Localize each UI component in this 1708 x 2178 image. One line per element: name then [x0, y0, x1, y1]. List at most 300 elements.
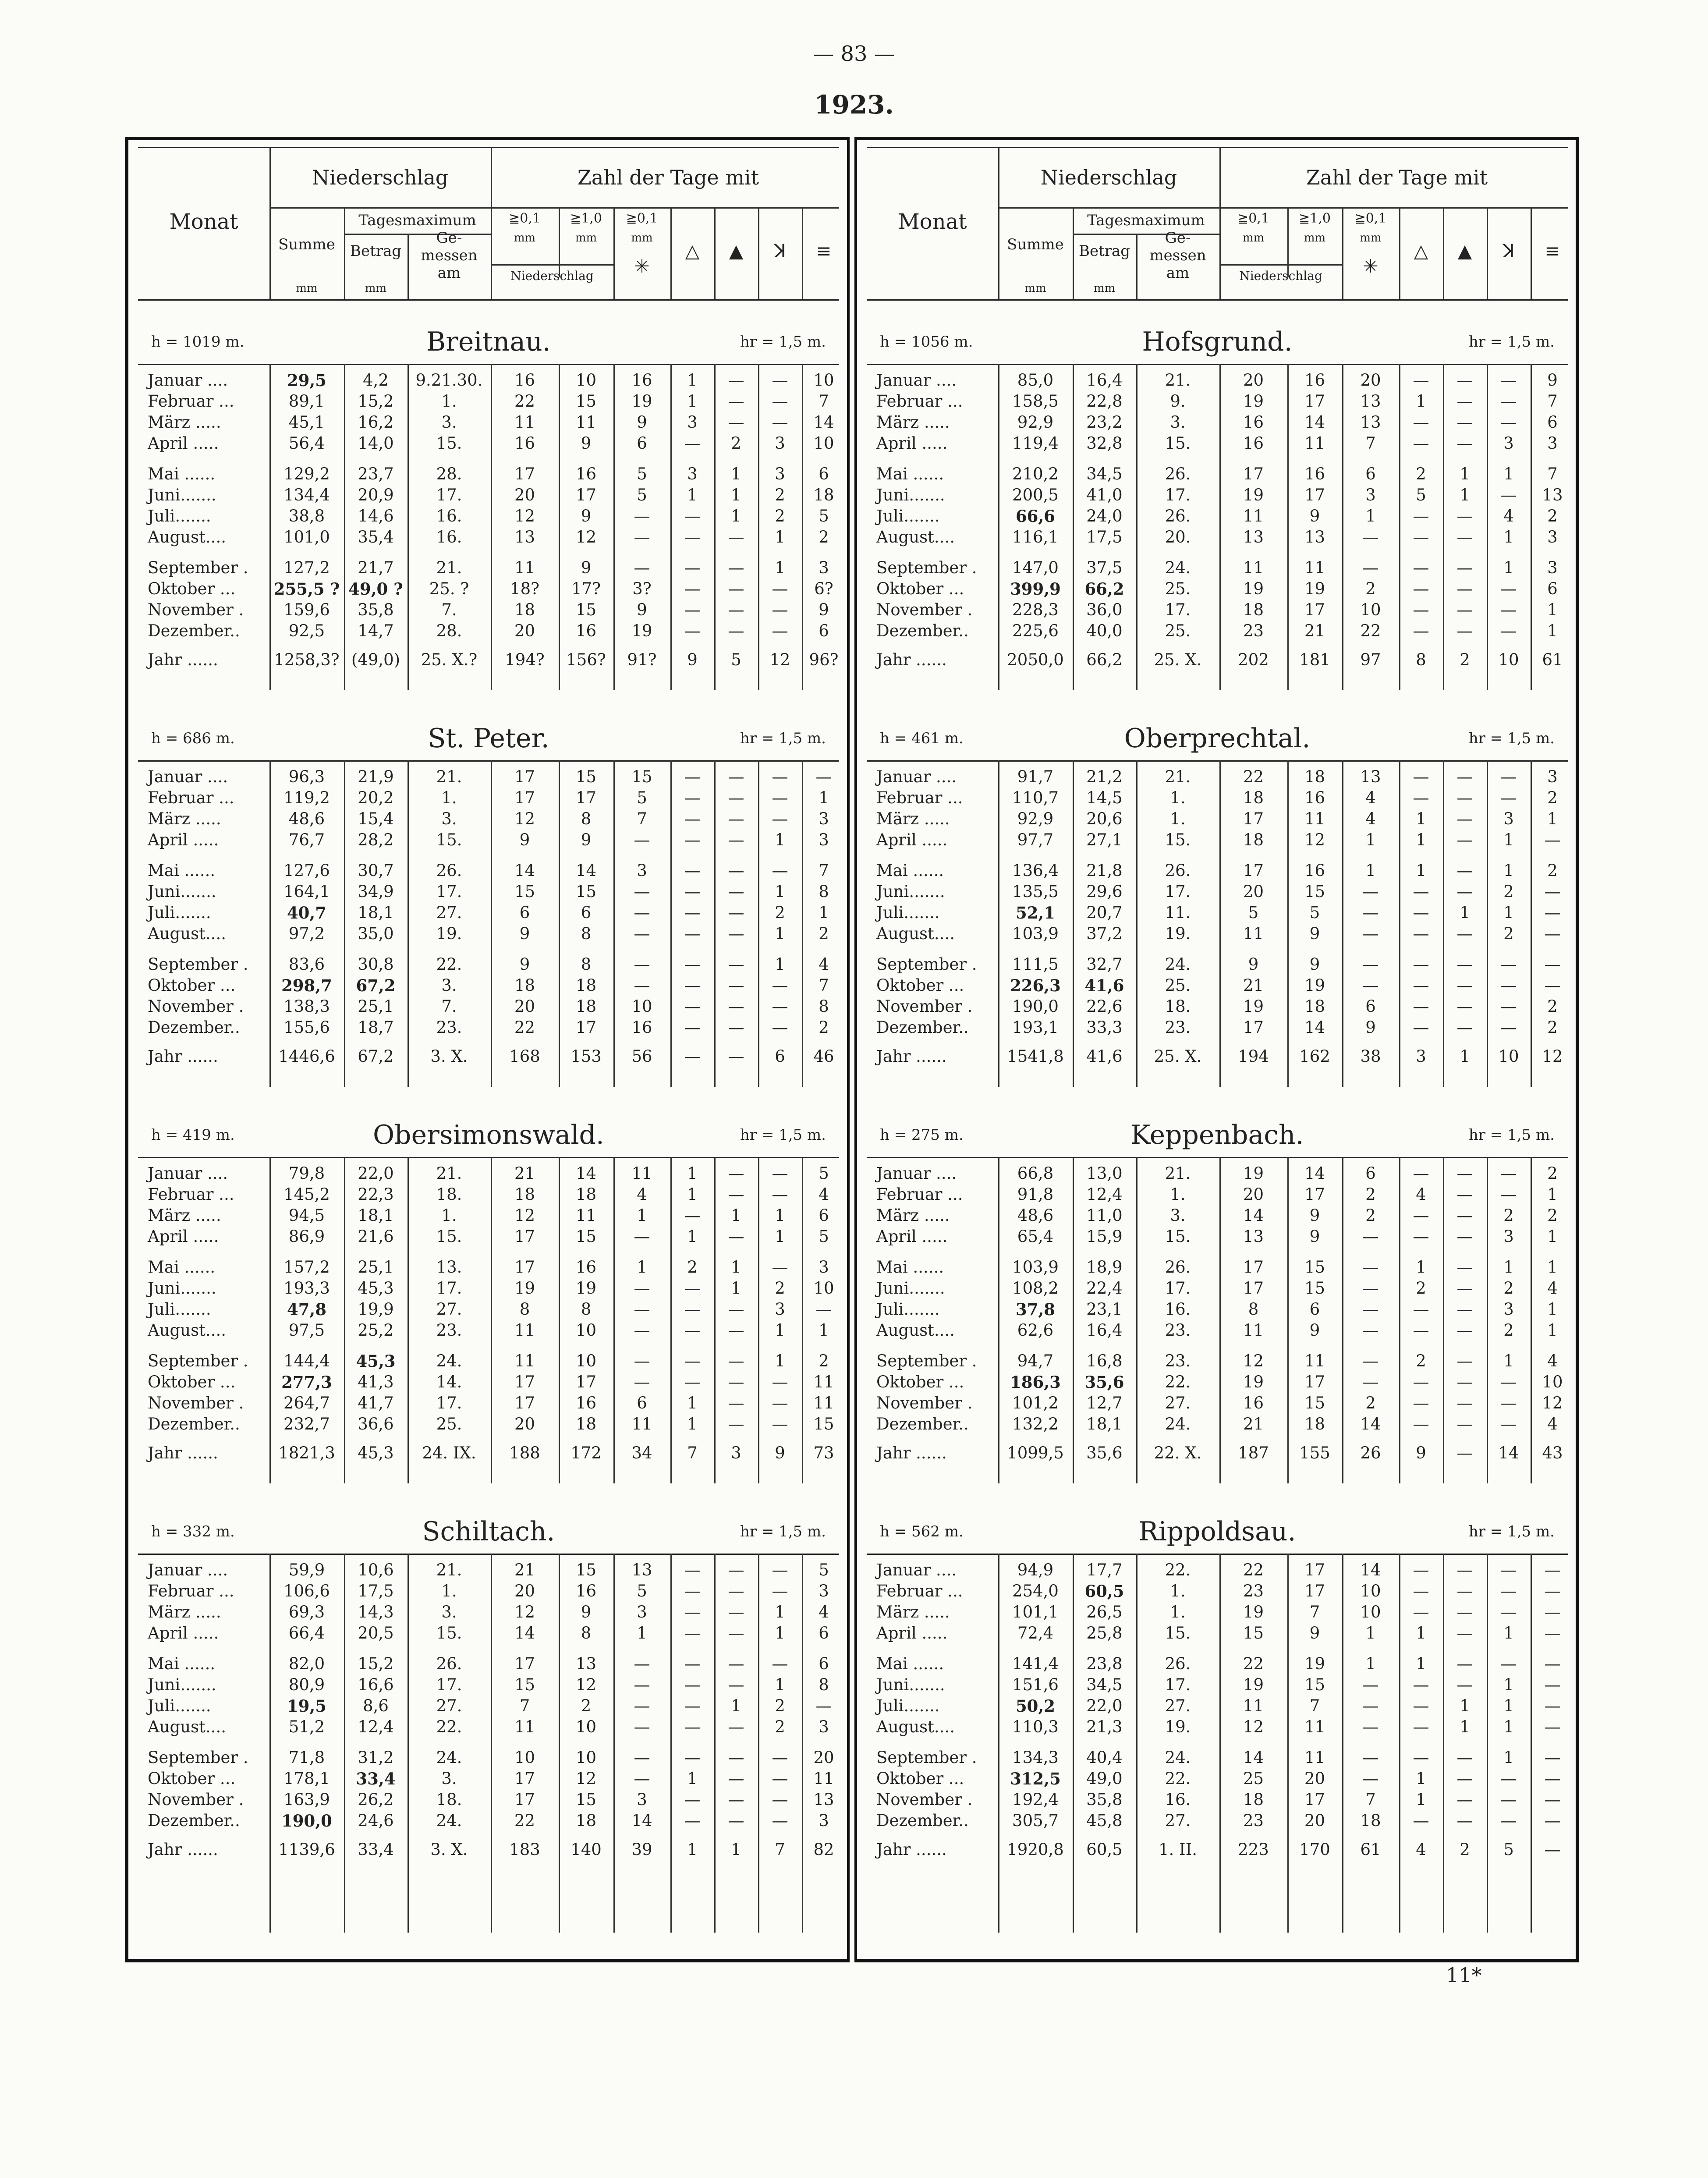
- table-cell: 1: [1460, 465, 1470, 483]
- table-cell: 20,6: [1086, 809, 1123, 828]
- table-cell: 19,5: [287, 1696, 327, 1716]
- table-cell: 2050,0: [1007, 650, 1064, 669]
- table-cell: —: [634, 976, 650, 995]
- table-cell: 96,3: [288, 767, 325, 786]
- table-cell: 7: [687, 1444, 698, 1462]
- table-cell: 13: [1304, 528, 1325, 546]
- table-row: [867, 1372, 1568, 1392]
- table-cell: —: [1500, 767, 1517, 786]
- table-cell: 1: [1365, 1654, 1376, 1673]
- table-row: [867, 1018, 1568, 1038]
- table-cell: (49,0): [351, 650, 400, 669]
- month-label: Jahr ......: [876, 1444, 947, 1462]
- table-cell: 21,8: [1086, 861, 1123, 880]
- table-cell: 17: [575, 486, 597, 504]
- table-row: [867, 1769, 1568, 1789]
- table-cell: 67,2: [356, 976, 396, 995]
- table-cell: —: [728, 767, 744, 786]
- column-header: [867, 147, 1568, 301]
- table-cell: 11: [1243, 1321, 1264, 1340]
- table-cell: 9: [1309, 1624, 1320, 1642]
- table-row: [138, 1393, 839, 1413]
- table-cell: 9: [1248, 955, 1259, 974]
- table-cell: 6: [1365, 465, 1376, 483]
- section-rule: [867, 1554, 1568, 1555]
- table-cell: —: [1413, 767, 1429, 786]
- year-total-row: [867, 1840, 1568, 1860]
- table-cell: 11: [1304, 1351, 1325, 1370]
- table-cell: —: [728, 1582, 744, 1600]
- table-cell: 158,5: [1012, 392, 1059, 411]
- table-cell: 20,5: [358, 1624, 394, 1642]
- month-label: Juni.......: [148, 1675, 216, 1694]
- table-cell: 193,1: [1012, 1018, 1059, 1037]
- table-cell: 20,9: [358, 486, 394, 504]
- table-cell: 16: [514, 371, 535, 390]
- table-cell: 1: [775, 924, 785, 943]
- month-label: November .: [148, 997, 244, 1016]
- station-section: [867, 1102, 1568, 1483]
- table-cell: 210,2: [1012, 465, 1059, 483]
- table-cell: 66,2: [1086, 650, 1123, 669]
- year-total-row: [138, 1046, 839, 1067]
- table-cell: 4: [1416, 1185, 1426, 1204]
- table-cell: —: [1362, 882, 1379, 901]
- table-cell: 91,8: [1017, 1185, 1054, 1204]
- month-label: März .....: [148, 1206, 221, 1225]
- header-niederschlag-small: Niederschlag: [1239, 269, 1322, 283]
- table-cell: 15: [575, 392, 597, 411]
- month-label: Februar ...: [876, 1582, 963, 1600]
- month-label: Juni.......: [876, 486, 945, 504]
- table-cell: —: [1544, 1769, 1561, 1788]
- year-heading: 1923.: [814, 90, 894, 120]
- table-cell: 11: [514, 1351, 535, 1370]
- table-cell: 3: [775, 434, 785, 453]
- table-cell: 8: [581, 809, 592, 828]
- table-cell: 12: [514, 809, 535, 828]
- table-cell: 8: [519, 1300, 530, 1319]
- table-cell: —: [815, 1300, 832, 1319]
- table-cell: 24.: [1165, 1415, 1191, 1433]
- table-cell: —: [1500, 371, 1517, 390]
- table-cell: 34,5: [1086, 465, 1123, 483]
- table-cell: 12: [1542, 1047, 1563, 1066]
- month-label: Juli.......: [876, 903, 940, 922]
- month-label: Januar ....: [148, 1561, 228, 1579]
- table-cell: 183: [509, 1840, 540, 1859]
- year-total-row: [138, 1443, 839, 1463]
- table-cell: 4: [1365, 809, 1376, 828]
- table-cell: 10: [1498, 1047, 1519, 1066]
- month-label: Mai ......: [148, 861, 216, 880]
- table-cell: 145,2: [283, 1185, 330, 1204]
- table-cell: 48,6: [1017, 1206, 1054, 1225]
- table-cell: 94,9: [1017, 1561, 1054, 1579]
- table-row: [138, 1257, 839, 1277]
- table-cell: 30,7: [358, 861, 394, 880]
- month-label: Jahr ......: [876, 1047, 947, 1066]
- table-cell: —: [634, 1227, 650, 1246]
- table-cell: 9: [775, 1444, 785, 1462]
- table-cell: 1.: [441, 788, 457, 807]
- table-row: [138, 370, 839, 390]
- table-cell: 76,7: [288, 830, 325, 849]
- table-cell: 1821,3: [278, 1444, 335, 1462]
- table-cell: 16: [575, 1582, 597, 1600]
- table-cell: 4: [1365, 788, 1376, 807]
- table-cell: 11: [1304, 558, 1325, 577]
- table-cell: —: [1362, 1258, 1379, 1277]
- table-row: [138, 767, 839, 787]
- table-cell: 45,3: [356, 1351, 396, 1371]
- month-label: Januar ....: [876, 767, 957, 786]
- table-cell: —: [1413, 1811, 1429, 1830]
- table-cell: —: [634, 528, 650, 546]
- month-label: Juni.......: [876, 1675, 945, 1694]
- table-cell: 56: [631, 1047, 652, 1066]
- table-cell: 62,6: [1017, 1321, 1054, 1340]
- table-cell: 12: [514, 507, 535, 525]
- table-cell: 24.: [436, 1351, 462, 1370]
- section-rule: [867, 760, 1568, 762]
- table-cell: —: [772, 371, 788, 390]
- table-cell: 7: [1309, 1603, 1320, 1621]
- month-label: Mai ......: [876, 861, 944, 880]
- table-cell: 9: [1309, 955, 1320, 974]
- table-cell: 33,3: [1086, 1018, 1123, 1037]
- table-row: [138, 997, 839, 1017]
- section-rule: [867, 1157, 1568, 1158]
- header-zahl-der-tage: Zahl der Tage mit: [577, 166, 759, 189]
- table-cell: 7: [637, 809, 647, 828]
- table-cell: 3: [819, 1717, 829, 1736]
- table-cell: 2: [1460, 1840, 1470, 1859]
- table-cell: 7: [1309, 1696, 1320, 1715]
- table-row: [138, 1185, 839, 1205]
- table-cell: 11: [514, 413, 535, 432]
- month-label: Juli.......: [876, 507, 940, 525]
- table-cell: 97,7: [1017, 830, 1054, 849]
- month-label: März .....: [876, 413, 950, 432]
- header-niederschlag: Niederschlag: [312, 166, 449, 189]
- table-cell: 22,0: [358, 1164, 394, 1183]
- table-cell: 22,4: [1086, 1279, 1123, 1298]
- table-cell: 20: [1243, 1185, 1264, 1204]
- table-cell: —: [1413, 1675, 1429, 1694]
- table-cell: 20,2: [358, 788, 394, 807]
- table-cell: 25.: [1165, 621, 1191, 640]
- table-cell: —: [728, 1373, 744, 1391]
- table-cell: 10: [514, 1748, 535, 1767]
- table-cell: 15.: [436, 1624, 462, 1642]
- table-cell: 17: [514, 1227, 535, 1246]
- section-rule: [138, 1554, 839, 1555]
- table-cell: 25. X.?: [421, 650, 478, 669]
- table-cell: 155: [1299, 1444, 1330, 1462]
- table-cell: 147,0: [1012, 558, 1059, 577]
- table-cell: —: [1413, 558, 1429, 577]
- table-cell: 21.: [1165, 767, 1191, 786]
- month-label: Jahr ......: [148, 1840, 218, 1859]
- table-cell: —: [728, 924, 744, 943]
- table-cell: 9: [1309, 1206, 1320, 1225]
- table-cell: 6: [1365, 997, 1376, 1016]
- table-cell: 17: [1243, 861, 1264, 880]
- table-cell: 1: [687, 1769, 698, 1788]
- month-label: September .: [876, 1748, 977, 1767]
- table-cell: 19.: [1165, 1717, 1191, 1736]
- table-cell: 11: [813, 1769, 834, 1788]
- table-cell: 21,6: [358, 1227, 394, 1246]
- table-cell: 17: [1304, 1790, 1325, 1809]
- table-cell: 21: [1304, 621, 1325, 640]
- table-cell: —: [772, 392, 788, 411]
- table-cell: 17,5: [1086, 528, 1123, 546]
- table-cell: 119,2: [283, 788, 330, 807]
- table-cell: 15: [1304, 1258, 1325, 1277]
- table-cell: 2: [1547, 1018, 1558, 1037]
- table-cell: —: [684, 579, 701, 598]
- table-cell: 9: [1416, 1444, 1426, 1462]
- month-label: Oktober ...: [148, 1769, 236, 1788]
- table-cell: 1: [1503, 1624, 1514, 1642]
- table-cell: 27.: [436, 1300, 462, 1319]
- table-cell: 1: [1503, 1717, 1514, 1736]
- table-cell: —: [1544, 1624, 1561, 1642]
- table-cell: —: [728, 1415, 744, 1433]
- table-cell: 6: [1365, 1164, 1376, 1183]
- instrument-height: hr = 1,5 m.: [1468, 730, 1555, 747]
- table-cell: 21: [1243, 1415, 1264, 1433]
- table-row: [867, 1278, 1568, 1298]
- table-cell: 3.: [441, 1603, 457, 1621]
- station-section: [138, 309, 839, 690]
- table-cell: —: [728, 830, 744, 849]
- table-cell: —: [1544, 882, 1561, 901]
- month-label: September .: [876, 558, 977, 577]
- header-threshold: ≧0,1: [509, 211, 541, 226]
- table-row: [867, 1675, 1568, 1695]
- table-cell: 35,4: [358, 528, 394, 546]
- table-cell: 1: [731, 1258, 741, 1277]
- table-cell: 2: [1547, 788, 1558, 807]
- table-row: [867, 1602, 1568, 1622]
- table-cell: 69,3: [288, 1603, 325, 1621]
- table-cell: 6: [775, 1047, 785, 1066]
- table-cell: 16: [575, 1394, 597, 1412]
- header-summe: Summe: [278, 236, 335, 253]
- table-cell: 162: [1299, 1047, 1330, 1066]
- table-cell: 1: [1503, 558, 1514, 577]
- table-cell: 17: [575, 788, 597, 807]
- table-cell: —: [1456, 861, 1473, 880]
- table-cell: —: [1413, 621, 1429, 640]
- table-cell: —: [772, 809, 788, 828]
- table-cell: 14,6: [358, 507, 394, 525]
- month-label: September .: [148, 1748, 248, 1767]
- station-section: [138, 706, 839, 1087]
- header-betrag: Betrag: [1078, 242, 1130, 260]
- table-cell: 16: [575, 621, 597, 640]
- table-cell: 2: [819, 1351, 829, 1370]
- table-cell: —: [1500, 579, 1517, 598]
- table-cell: —: [684, 1811, 701, 1830]
- table-cell: 15: [813, 1415, 834, 1433]
- table-cell: 2: [1365, 1206, 1376, 1225]
- table-cell: 18: [575, 1185, 597, 1204]
- table-cell: 3: [819, 1258, 829, 1277]
- table-cell: —: [772, 1790, 788, 1809]
- table-row: [867, 924, 1568, 944]
- header-gemessen-am: Ge- messen am: [421, 229, 478, 282]
- header-rule: [269, 207, 839, 209]
- table-cell: 3: [637, 1603, 647, 1621]
- table-cell: 3: [819, 1582, 829, 1600]
- table-row: [867, 809, 1568, 829]
- table-cell: —: [1413, 903, 1429, 922]
- table-cell: —: [772, 1258, 788, 1277]
- table-cell: 40,7: [287, 903, 327, 922]
- table-cell: —: [1362, 528, 1379, 546]
- table-row: [138, 1206, 839, 1226]
- table-cell: 11: [514, 558, 535, 577]
- table-cell: 37,8: [1015, 1300, 1056, 1319]
- table-cell: 61: [1360, 1840, 1381, 1859]
- table-cell: 2: [775, 1696, 785, 1715]
- table-cell: 86,9: [288, 1227, 325, 1246]
- table-cell: 35,8: [1086, 1790, 1123, 1809]
- table-cell: —: [1413, 882, 1429, 901]
- table-cell: 20: [514, 1582, 535, 1600]
- table-cell: —: [1413, 371, 1429, 390]
- table-cell: 67,2: [358, 1047, 394, 1066]
- table-cell: 14: [1243, 1748, 1264, 1767]
- table-cell: 15: [575, 882, 597, 901]
- table-cell: —: [634, 1675, 650, 1694]
- table-cell: 21.: [436, 1164, 462, 1183]
- header-mm: mm: [575, 231, 597, 245]
- table-cell: 91?: [627, 650, 657, 669]
- table-cell: 32,8: [1086, 434, 1123, 453]
- table-cell: 27.: [436, 903, 462, 922]
- table-row: [867, 1696, 1568, 1716]
- table-cell: 16,8: [1086, 1351, 1123, 1370]
- table-cell: 19: [1243, 392, 1264, 411]
- instrument-height: hr = 1,5 m.: [1468, 1126, 1555, 1144]
- table-cell: 1099,5: [1007, 1444, 1064, 1462]
- table-cell: 18: [575, 976, 597, 995]
- table-row: [867, 1581, 1568, 1601]
- table-cell: 18: [575, 1415, 597, 1433]
- table-cell: —: [1362, 1373, 1379, 1391]
- table-cell: 13: [1542, 486, 1563, 504]
- table-cell: 10: [1498, 650, 1519, 669]
- table-cell: —: [772, 861, 788, 880]
- table-cell: 12: [769, 650, 790, 669]
- table-cell: 92,9: [1017, 809, 1054, 828]
- table-cell: 17: [514, 1258, 535, 1277]
- table-cell: 16: [1304, 788, 1325, 807]
- table-cell: 23.: [436, 1321, 462, 1340]
- month-label: August....: [876, 1717, 955, 1736]
- table-row: [867, 485, 1568, 505]
- table-cell: 101,2: [1012, 1394, 1059, 1412]
- table-cell: 9: [581, 507, 592, 525]
- month-label: Dezember..: [876, 1811, 969, 1830]
- table-cell: 2: [1547, 997, 1558, 1016]
- table-cell: —: [1544, 1582, 1561, 1600]
- table-row: [138, 830, 839, 850]
- table-cell: —: [772, 1769, 788, 1788]
- table-cell: 1.: [1170, 1582, 1186, 1600]
- fog-icon: ≡: [816, 240, 832, 262]
- table-cell: 16.: [436, 528, 462, 546]
- table-cell: —: [815, 767, 832, 786]
- table-row: [138, 903, 839, 923]
- table-cell: 1: [819, 788, 829, 807]
- header-zahl-der-tage: Zahl der Tage mit: [1306, 166, 1488, 189]
- month-label: Juni.......: [876, 1279, 945, 1298]
- table-cell: 2: [1547, 507, 1558, 525]
- table-cell: 188: [509, 1444, 540, 1462]
- table-cell: 16: [1304, 861, 1325, 880]
- month-label: Februar ...: [148, 1185, 234, 1204]
- table-cell: 228,3: [1012, 600, 1059, 619]
- table-cell: 1: [775, 528, 785, 546]
- table-cell: 192,4: [1012, 1790, 1059, 1809]
- table-cell: 3: [1503, 809, 1514, 828]
- header-niederschlag-small: Niederschlag: [510, 269, 594, 283]
- table-cell: 15: [575, 1227, 597, 1246]
- table-cell: 1258,3?: [274, 650, 340, 669]
- table-cell: —: [1362, 558, 1379, 577]
- table-cell: 25,1: [358, 997, 394, 1016]
- month-label: Oktober ...: [148, 976, 236, 995]
- table-cell: 22.: [1165, 1769, 1191, 1788]
- table-cell: —: [684, 1047, 701, 1066]
- table-cell: 18: [1243, 1790, 1264, 1809]
- table-cell: 11: [514, 1321, 535, 1340]
- table-row: [138, 1654, 839, 1674]
- table-cell: 15: [575, 600, 597, 619]
- table-cell: 1: [1503, 1748, 1514, 1767]
- month-label: April .....: [876, 1624, 948, 1642]
- table-cell: 14: [514, 861, 535, 880]
- table-cell: 1: [1365, 507, 1376, 525]
- table-cell: 11,0: [1086, 1206, 1123, 1225]
- table-cell: 22,8: [1086, 392, 1123, 411]
- table-cell: —: [1456, 528, 1473, 546]
- table-row: [138, 558, 839, 578]
- table-cell: —: [1413, 528, 1429, 546]
- month-label: Januar ....: [876, 371, 957, 390]
- table-cell: —: [728, 413, 744, 432]
- table-cell: —: [772, 1394, 788, 1412]
- table-cell: 22.: [1165, 1373, 1191, 1391]
- table-cell: 111,5: [1012, 955, 1059, 974]
- table-cell: 1: [1503, 1675, 1514, 1694]
- table-cell: 1: [1547, 1321, 1558, 1340]
- table-row: [867, 830, 1568, 850]
- month-label: Februar ...: [876, 1185, 963, 1204]
- table-cell: 8: [819, 1675, 829, 1694]
- table-cell: 94,5: [288, 1206, 325, 1225]
- table-cell: 10: [575, 1748, 597, 1767]
- table-cell: 22,0: [1086, 1696, 1123, 1715]
- table-cell: 21,2: [1086, 767, 1123, 786]
- table-cell: —: [1413, 579, 1429, 598]
